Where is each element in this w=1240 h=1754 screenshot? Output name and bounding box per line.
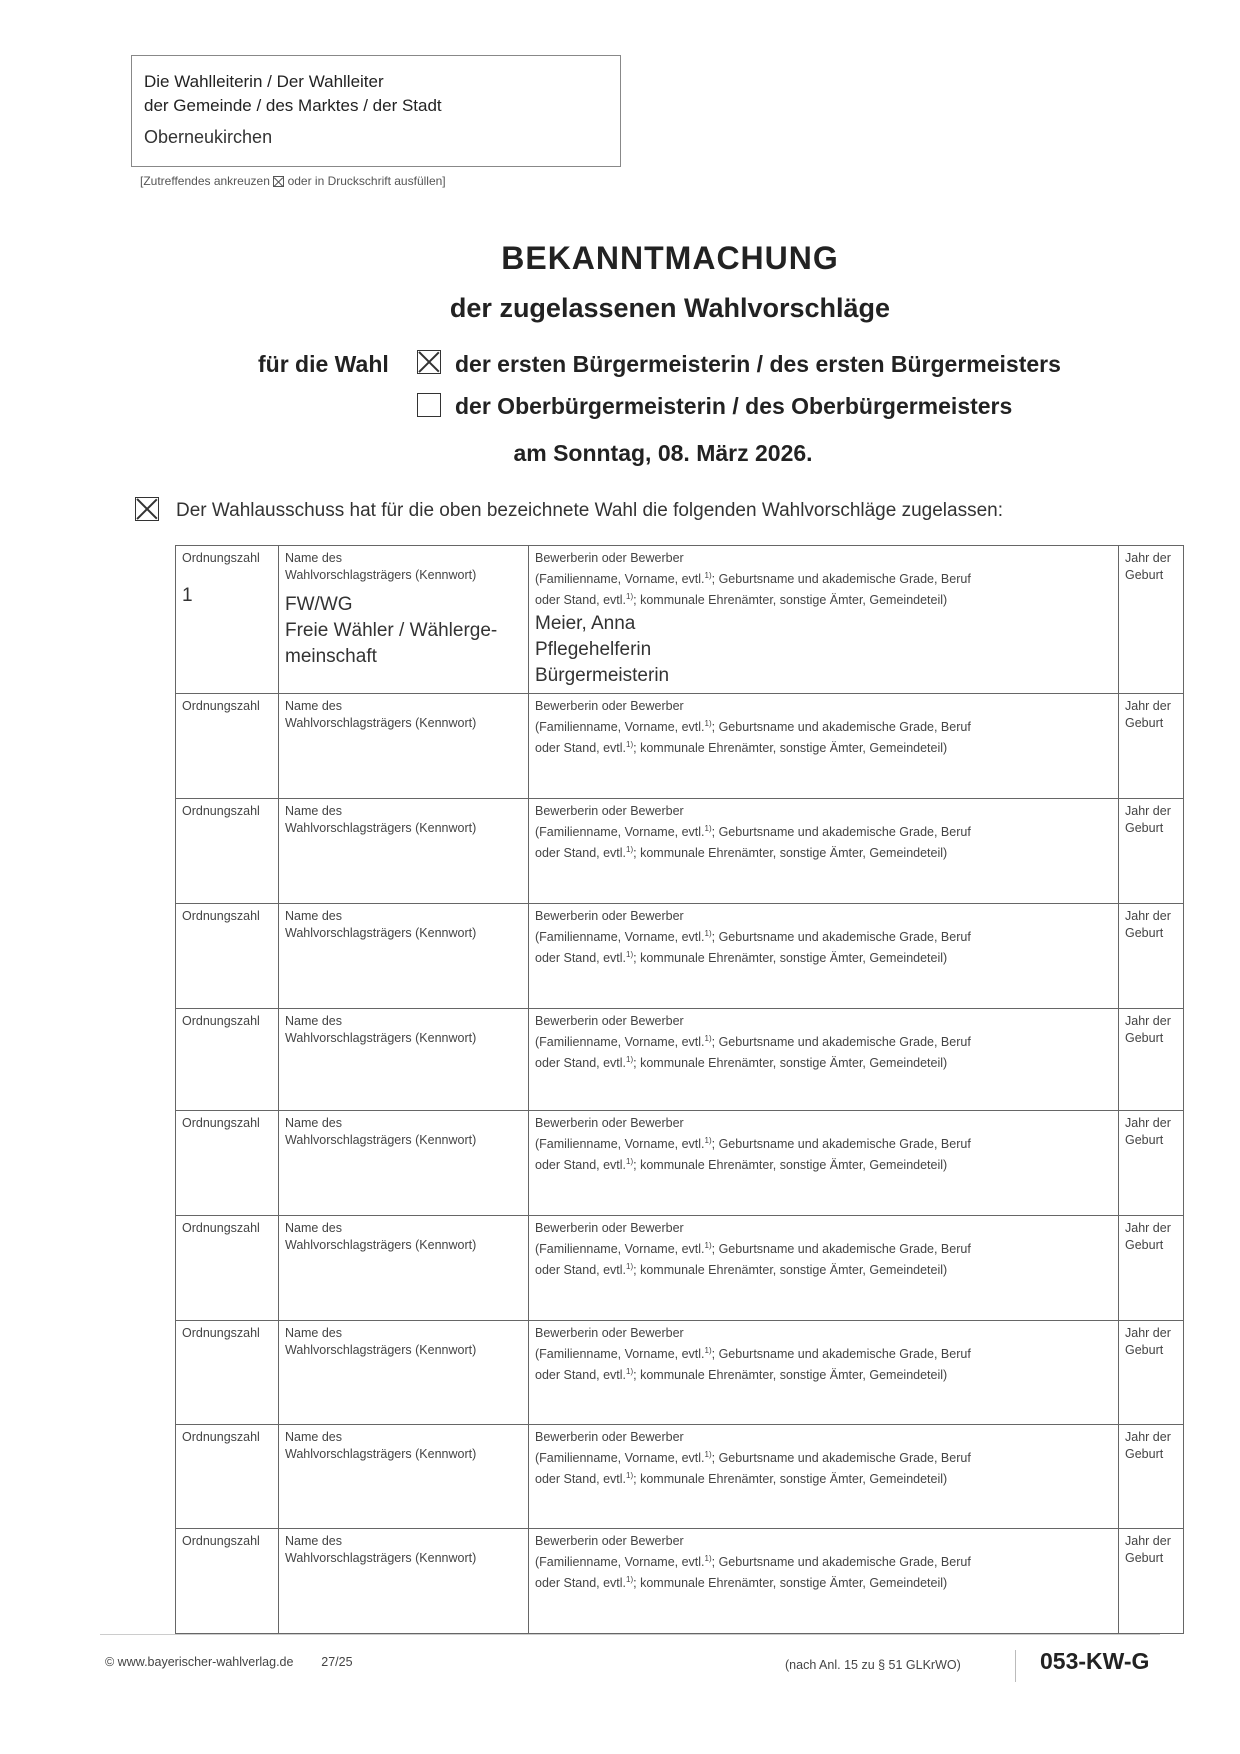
footnote-mark: 1): [704, 1136, 712, 1146]
col-proposer-header-2: Wahlvorschlagsträgers (Kennwort): [285, 1031, 477, 1046]
col-number-header: Ordnungszahl: [182, 1116, 260, 1131]
col-candidate-header-3: oder Stand, evtl.: [535, 1472, 627, 1487]
footer-legal-reference: (nach Anl. 15 zu § 51 GLKrWO): [785, 1658, 961, 1672]
cell-proposer[interactable]: [279, 1321, 529, 1425]
col-candidate-header-2: (Familienname, Vorname, evtl.: [535, 572, 705, 587]
col-birth-header-2: Geburt: [1125, 568, 1164, 582]
col-candidate-header-2: (Familienname, Vorname, evtl.: [535, 930, 705, 945]
col-birth-header-2: Geburt: [1125, 1343, 1164, 1358]
cell-proposer[interactable]: [279, 546, 529, 694]
instruction-after: oder in Druckschrift ausfüllen]: [287, 174, 446, 188]
col-candidate-header-2: (Familienname, Vorname, evtl.: [535, 1347, 705, 1362]
col-candidate-header-3b: ; kommunale Ehrenämter, sonstige Ämter, Gemeindeteil): [633, 741, 948, 756]
col-candidate-header-3b: ; kommunale Ehrenämter, sonstige Ämter, Gemeindeteil): [633, 593, 948, 608]
footer-separator: [1015, 1650, 1016, 1682]
table-row: [176, 1425, 1184, 1529]
col-candidate-header-3: oder Stand, evtl.: [535, 1576, 627, 1591]
cell-proposer[interactable]: [279, 1009, 529, 1111]
cell-candidate[interactable]: [529, 1425, 1119, 1529]
cell-candidate[interactable]: [529, 1216, 1119, 1321]
footnote-mark: 1): [704, 1034, 712, 1044]
col-birth-header-1: Jahr der: [1125, 804, 1171, 819]
footnote-mark: 1): [626, 1055, 634, 1065]
cell-candidate[interactable]: [529, 1111, 1119, 1216]
candidate-job: Pflegehelferin: [535, 639, 652, 661]
cell-candidate[interactable]: [529, 1529, 1119, 1634]
col-candidate-header-2: (Familienname, Vorname, evtl.: [535, 1242, 705, 1257]
col-candidate-header-3b: ; kommunale Ehrenämter, sonstige Ämter, Gemeindeteil): [633, 1368, 948, 1383]
cell-birth-year[interactable]: [1119, 799, 1184, 904]
authority-box: [131, 55, 621, 167]
instruction-before: [Zutreffendes ankreuzen: [140, 174, 270, 188]
option-lord-mayor-checkbox[interactable]: [417, 393, 441, 417]
cell-candidate[interactable]: [529, 1009, 1119, 1111]
footer-copyright: © www.bayerischer-wahlverlag.de: [105, 1655, 294, 1669]
cell-number[interactable]: [176, 1425, 279, 1529]
col-candidate-header-1: Bewerberin oder Bewerber: [535, 699, 684, 714]
cell-birth-year[interactable]: [1119, 1529, 1184, 1634]
cell-proposer[interactable]: [279, 799, 529, 904]
authority-line-2: der Gemeinde / des Marktes / der Stadt: [144, 96, 442, 115]
footnote-mark: 1): [704, 1450, 712, 1460]
col-number-header: Ordnungszahl: [182, 1430, 260, 1445]
col-candidate-header-3b: ; kommunale Ehrenämter, sonstige Ämter, Gemeindeteil): [633, 1263, 948, 1278]
footnote-mark: 1): [704, 1554, 712, 1564]
col-candidate-header-3: oder Stand, evtl.: [535, 846, 627, 861]
col-candidate-header-2: (Familienname, Vorname, evtl.: [535, 720, 705, 735]
col-birth-header-2: Geburt: [1125, 1031, 1164, 1046]
col-candidate-header-2b: ; Geburtsname und akademische Grade, Beruf: [711, 1555, 971, 1570]
footnote-mark: 1): [626, 950, 634, 960]
footnote-mark: 1): [626, 592, 634, 602]
col-birth-header-1: Jahr der: [1125, 1326, 1171, 1341]
col-candidate-header-3: oder Stand, evtl.: [535, 1368, 627, 1383]
footnote-mark: 1): [704, 824, 712, 834]
candidate-name: Meier, Anna: [535, 613, 636, 635]
col-proposer-header-1: Name des: [285, 1430, 342, 1445]
footnote-mark: 1): [704, 571, 712, 580]
cell-number[interactable]: [176, 904, 279, 1009]
col-proposer-header-2: Wahlvorschlagsträgers (Kennwort): [285, 1133, 477, 1148]
col-candidate-header-2b: ; Geburtsname und akademische Grade, Beruf: [711, 1137, 971, 1152]
cell-candidate[interactable]: [529, 904, 1119, 1009]
proposer-code: FW/WG: [285, 594, 353, 615]
col-candidate-header-2: (Familienname, Vorname, evtl.: [535, 1451, 705, 1466]
col-candidate-header-2b: ; Geburtsname und akademische Grade, Beruf: [711, 1451, 971, 1466]
col-birth-header-1: Jahr der: [1125, 1116, 1171, 1131]
election-prefix: für die Wahl: [258, 351, 389, 377]
col-number-header: Ordnungszahl: [182, 699, 260, 714]
col-candidate-header-2b: ; Geburtsname und akademische Grade, Beruf: [711, 1242, 971, 1257]
col-candidate-header-1: Bewerberin oder Bewerber: [535, 1014, 684, 1029]
col-birth-header-2: Geburt: [1125, 1551, 1164, 1566]
cell-candidate[interactable]: [529, 694, 1119, 799]
col-candidate-header-2b: ; Geburtsname und akademische Grade, Beruf: [711, 825, 971, 840]
cell-number[interactable]: [176, 546, 279, 694]
col-number-header: Ordnungszahl: [182, 551, 260, 565]
col-proposer-header-1: Name des: [285, 909, 342, 924]
footnote-mark: 1): [704, 1346, 712, 1356]
footnote-mark: 1): [704, 1241, 712, 1251]
municipality-field[interactable]: Oberneukirchen: [144, 127, 273, 147]
table-row: [176, 546, 1184, 694]
col-birth-header-1: Jahr der: [1125, 1430, 1171, 1445]
col-proposer-header-1: Name des: [285, 1116, 342, 1131]
cell-number[interactable]: [176, 694, 279, 799]
col-birth-header-2: Geburt: [1125, 1447, 1164, 1462]
cell-proposer[interactable]: [279, 1529, 529, 1634]
col-candidate-header-3b: ; kommunale Ehrenämter, sonstige Ämter, Gemeindeteil): [633, 1576, 948, 1591]
col-candidate-header-2b: ; Geburtsname und akademische Grade, Beruf: [711, 1035, 971, 1050]
col-candidate-header-3: oder Stand, evtl.: [535, 1263, 627, 1278]
footnote-mark: 1): [626, 1471, 634, 1481]
footnote-mark: 1): [626, 1157, 634, 1167]
col-candidate-header-1: Bewerberin oder Bewerber: [535, 1430, 684, 1445]
footer-publisher: [105, 1655, 353, 1669]
cell-proposer[interactable]: [279, 904, 529, 1009]
col-candidate-header-1: Bewerberin oder Bewerber: [535, 804, 684, 819]
col-proposer-header-2: Wahlvorschlagsträgers (Kennwort): [285, 926, 477, 941]
col-birth-header-2: Geburt: [1125, 716, 1164, 731]
table-row: [176, 1009, 1184, 1111]
col-number-header: Ordnungszahl: [182, 1014, 260, 1029]
table-row: [176, 1216, 1184, 1321]
col-proposer-header-1: Name des: [285, 804, 342, 819]
col-candidate-header-1: Bewerberin oder Bewerber: [535, 1221, 684, 1236]
cell-number[interactable]: [176, 1529, 279, 1634]
col-candidate-header-1: Bewerberin oder Bewerber: [535, 909, 684, 924]
notice-text: Der Wahlausschuss hat für die oben bezeichnete Wahl die folgenden Wahlvorschläge zugelassen:: [176, 500, 1003, 521]
col-number-header: Ordnungszahl: [182, 1534, 260, 1549]
col-birth-header-1: Jahr der: [1125, 1534, 1171, 1549]
col-birth-header-2: Geburt: [1125, 926, 1164, 941]
cell-birth-year[interactable]: [1119, 1009, 1184, 1111]
col-candidate-header-1: Bewerberin oder Bewerber: [535, 1326, 684, 1341]
col-candidate-header-2b: ; Geburtsname und akademische Grade, Beruf: [711, 1347, 971, 1362]
col-proposer-header-1: Name des: [285, 699, 342, 714]
col-candidate-header-3b: ; kommunale Ehrenämter, sonstige Ämter, Gemeindeteil): [633, 1472, 948, 1487]
table-row: [176, 904, 1184, 1009]
footnote-mark: 1): [704, 719, 712, 729]
cell-number[interactable]: [176, 1216, 279, 1321]
table-row: [176, 1321, 1184, 1425]
col-candidate-header-3: oder Stand, evtl.: [535, 951, 627, 966]
option-first-mayor-checkbox[interactable]: [417, 350, 441, 374]
row-number: 1: [182, 585, 193, 606]
cell-birth-year[interactable]: [1119, 694, 1184, 799]
col-candidate-header-1: Bewerberin oder Bewerber: [535, 1534, 684, 1549]
notice-checkbox[interactable]: [135, 497, 159, 521]
cell-number[interactable]: [176, 1111, 279, 1216]
cell-proposer[interactable]: [279, 1425, 529, 1529]
col-number-header: Ordnungszahl: [182, 1221, 260, 1236]
col-birth-header-1: Jahr der: [1125, 699, 1171, 714]
candidate-office: Bürgermeisterin: [535, 665, 670, 687]
footnote-mark: 1): [626, 1575, 634, 1585]
col-candidate-header-1: Bewerberin oder Bewerber: [535, 1116, 684, 1131]
footer-edition: 27/25: [321, 1655, 353, 1669]
col-candidate-header-2b: ; Geburtsname und akademische Grade, Beruf: [711, 930, 971, 945]
crossed-box-icon: [273, 176, 284, 187]
col-proposer-header-2: Wahlvorschlagsträgers (Kennwort): [285, 568, 477, 582]
col-birth-header-2: Geburt: [1125, 1238, 1164, 1253]
col-candidate-header-2b: ; Geburtsname und akademische Grade, Beruf: [711, 720, 971, 735]
col-candidate-header-3b: ; kommunale Ehrenämter, sonstige Ämter, Gemeindeteil): [633, 951, 948, 966]
col-candidate-header-2: (Familienname, Vorname, evtl.: [535, 1555, 705, 1570]
col-proposer-header-1: Name des: [285, 1326, 342, 1341]
nominations-table: [175, 545, 1184, 1634]
cell-birth-year[interactable]: [1119, 904, 1184, 1009]
col-birth-header-1: Jahr der: [1125, 909, 1171, 924]
page-title: BEKANNTMACHUNG: [501, 240, 839, 276]
cell-proposer[interactable]: [279, 1216, 529, 1321]
footnote-mark: 1): [626, 1367, 634, 1377]
col-proposer-header-1: Name des: [285, 1534, 342, 1549]
cell-proposer[interactable]: [279, 694, 529, 799]
cell-birth-year[interactable]: [1119, 1111, 1184, 1216]
col-number-header: Ordnungszahl: [182, 909, 260, 924]
col-candidate-header-3: oder Stand, evtl.: [535, 1158, 627, 1173]
col-proposer-header-2: Wahlvorschlagsträgers (Kennwort): [285, 1551, 477, 1566]
col-candidate-header-3: oder Stand, evtl.: [535, 593, 627, 608]
option-first-mayor-label: der ersten Bürgermeisterin / des ersten Bürgermeisters: [455, 351, 1061, 377]
col-candidate-header-1: Bewerberin oder Bewerber: [535, 551, 684, 565]
col-birth-header-1: Jahr der: [1125, 1014, 1171, 1029]
col-proposer-header-1: Name des: [285, 1221, 342, 1236]
table-row: [176, 1111, 1184, 1216]
cell-number[interactable]: [176, 1009, 279, 1111]
footnote-mark: 1): [626, 1262, 634, 1272]
col-proposer-header-1: Name des: [285, 1014, 342, 1029]
col-candidate-header-3b: ; kommunale Ehrenämter, sonstige Ämter, Gemeindeteil): [633, 846, 948, 861]
col-proposer-header-2: Wahlvorschlagsträgers (Kennwort): [285, 1238, 477, 1253]
form-code: 053-KW-G: [1040, 1648, 1150, 1674]
footnote-mark: 1): [626, 740, 634, 750]
cell-candidate[interactable]: [529, 1321, 1119, 1425]
col-candidate-header-3: oder Stand, evtl.: [535, 1056, 627, 1071]
authority-line-1: Die Wahlleiterin / Der Wahlleiter: [144, 72, 384, 91]
col-number-header: Ordnungszahl: [182, 804, 260, 819]
cell-candidate[interactable]: [529, 799, 1119, 904]
col-birth-header-2: Geburt: [1125, 821, 1164, 836]
col-proposer-header-1: Name des: [285, 551, 342, 565]
footnote-mark: 1): [704, 929, 712, 939]
col-proposer-header-2: Wahlvorschlagsträgers (Kennwort): [285, 1447, 477, 1462]
col-number-header: Ordnungszahl: [182, 1326, 260, 1341]
footer-divider: [100, 1634, 1160, 1635]
table-row: [176, 799, 1184, 904]
fill-instruction: [140, 174, 446, 188]
cell-birth-year[interactable]: [1119, 546, 1184, 694]
cell-number[interactable]: [176, 1321, 279, 1425]
cell-number[interactable]: [176, 799, 279, 904]
col-candidate-header-2: (Familienname, Vorname, evtl.: [535, 1035, 705, 1050]
election-date: am Sonntag, 08. März 2026.: [513, 440, 813, 466]
col-candidate-header-3b: ; kommunale Ehrenämter, sonstige Ämter, Gemeindeteil): [633, 1158, 948, 1173]
col-proposer-header-2: Wahlvorschlagsträgers (Kennwort): [285, 716, 477, 731]
col-candidate-header-2b: ; Geburtsname und akademische Grade, Beruf: [711, 572, 971, 587]
col-proposer-header-2: Wahlvorschlagsträgers (Kennwort): [285, 1343, 477, 1358]
cell-birth-year[interactable]: [1119, 1216, 1184, 1321]
col-birth-header-1: Jahr der: [1125, 1221, 1171, 1236]
option-lord-mayor-label: der Oberbürgermeisterin / des Oberbürgermeisters: [455, 393, 1013, 419]
cell-proposer[interactable]: [279, 1111, 529, 1216]
col-candidate-header-3: oder Stand, evtl.: [535, 741, 627, 756]
page-subtitle: der zugelassenen Wahlvorschläge: [449, 293, 891, 323]
table-row: [176, 694, 1184, 799]
col-proposer-header-2: Wahlvorschlagsträgers (Kennwort): [285, 821, 477, 836]
footnote-mark: 1): [626, 845, 634, 855]
col-birth-header-1: Jahr der: [1125, 551, 1171, 565]
col-candidate-header-3b: ; kommunale Ehrenämter, sonstige Ämter, Gemeindeteil): [633, 1056, 948, 1071]
col-candidate-header-2: (Familienname, Vorname, evtl.: [535, 825, 705, 840]
cell-birth-year[interactable]: [1119, 1321, 1184, 1425]
cell-candidate[interactable]: [529, 546, 1119, 694]
col-candidate-header-2: (Familienname, Vorname, evtl.: [535, 1137, 705, 1152]
cell-birth-year[interactable]: [1119, 1425, 1184, 1529]
col-birth-header-2: Geburt: [1125, 1133, 1164, 1148]
table-row: [176, 1529, 1184, 1634]
proposer-name: Freie Wähler / Wählerge-meinschaft: [285, 620, 498, 667]
